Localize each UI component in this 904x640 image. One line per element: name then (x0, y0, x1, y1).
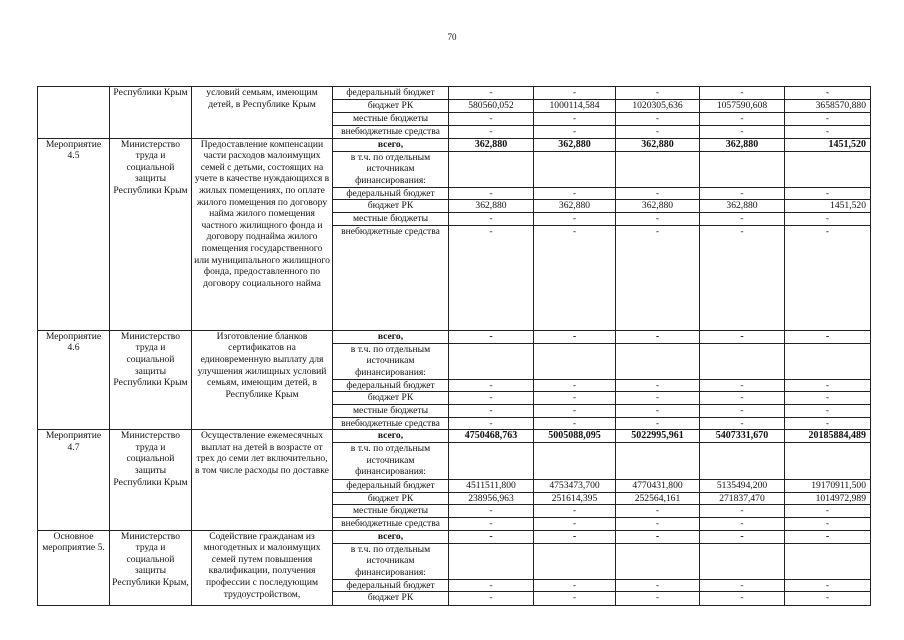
value-year: 4770431,800 (616, 480, 700, 493)
value-year: 362,880 (700, 200, 785, 213)
value-year (616, 443, 700, 480)
value-year (534, 543, 616, 579)
value-year (449, 343, 534, 379)
value-year: - (449, 517, 534, 530)
value-year: - (449, 113, 534, 126)
value-year: 4753473,700 (534, 480, 616, 493)
value-year: - (534, 225, 616, 330)
value-total: 20185884,489 (785, 430, 871, 443)
value-year: - (700, 392, 785, 405)
funding-source: бюджет РК (333, 592, 449, 606)
value-year: - (700, 330, 785, 343)
value-year (534, 443, 616, 480)
value-total: - (785, 379, 871, 392)
value-year: - (449, 417, 534, 430)
value-year (700, 543, 785, 579)
value-year: - (534, 579, 616, 592)
value-year: - (700, 125, 785, 138)
value-year: 5407331,670 (700, 430, 785, 443)
funding-source: федеральный бюджет (333, 579, 449, 592)
value-total: - (785, 113, 871, 126)
value-year: - (616, 530, 700, 543)
value-year (449, 543, 534, 579)
funding-source: бюджет РК (333, 492, 449, 505)
value-year: 4511511,800 (449, 480, 534, 493)
value-year: 362,880 (449, 200, 534, 213)
value-total: 1451,520 (785, 138, 871, 151)
value-total: - (785, 417, 871, 430)
value-year: - (449, 404, 534, 417)
value-total: - (785, 187, 871, 200)
funding-source: всего, (333, 330, 449, 343)
value-year: 5005088,095 (534, 430, 616, 443)
value-year: - (616, 125, 700, 138)
value-year: - (616, 592, 700, 606)
funding-source: внебюджетные средства (333, 517, 449, 530)
value-year: - (449, 579, 534, 592)
value-year: - (700, 592, 785, 606)
measure-id: Мероприятие 4.6 (38, 330, 110, 429)
value-year: - (534, 392, 616, 405)
table-row (38, 430, 871, 443)
value-year: - (700, 505, 785, 518)
value-year: 362,880 (616, 138, 700, 151)
value-total: - (785, 213, 871, 226)
value-year: - (449, 213, 534, 226)
value-year: - (449, 592, 534, 606)
value-year: 362,880 (534, 138, 616, 151)
funding-source: всего, (333, 138, 449, 151)
value-year: - (534, 187, 616, 200)
value-year: 271837,470 (700, 492, 785, 505)
value-year: - (616, 404, 700, 417)
value-total: - (785, 87, 871, 100)
responsible-org: Министерство труда и социальной защиты Республики Крым (110, 138, 192, 330)
measure-description: условий семьям, имеющим детей, в Республике Крым (192, 87, 333, 139)
value-total: - (785, 505, 871, 518)
value-total: 1014972,989 (785, 492, 871, 505)
value-year: - (616, 213, 700, 226)
value-year: - (700, 113, 785, 126)
measure-description: Содействие гражданам из многодетных и малоимущих семей путем повышения квалификации, получения профессии с последующим трудоустройством, (192, 530, 333, 606)
value-year: - (449, 187, 534, 200)
measure-id (38, 87, 110, 139)
value-year (534, 151, 616, 187)
value-total: 1451,520 (785, 200, 871, 213)
value-year: 5135494,200 (700, 480, 785, 493)
responsible-org: Министерство труда и социальной защиты Республики Крым (110, 330, 192, 429)
value-year: 5022995,961 (616, 430, 700, 443)
value-year (700, 151, 785, 187)
value-year: - (616, 417, 700, 430)
value-total: - (785, 517, 871, 530)
value-year: - (534, 417, 616, 430)
funding-source: местные бюджеты (333, 113, 449, 126)
value-year: - (534, 404, 616, 417)
measure-description: Изготовление бланков сертификатов на единовременную выплату для улучшения жилищных условий семьям, имеющим детей, в Республике Крым (192, 330, 333, 429)
value-year: - (449, 505, 534, 518)
value-year: 362,880 (700, 138, 785, 151)
value-year: - (534, 213, 616, 226)
value-year: 362,880 (534, 200, 616, 213)
value-year (700, 443, 785, 480)
funding-source: федеральный бюджет (333, 187, 449, 200)
value-year: - (616, 330, 700, 343)
value-year: - (449, 330, 534, 343)
funding-source: местные бюджеты (333, 404, 449, 417)
funding-source: в т.ч. по отдельным источникам финансирования: (333, 343, 449, 379)
value-year: - (616, 392, 700, 405)
value-year: - (700, 87, 785, 100)
value-year: - (700, 379, 785, 392)
value-total (785, 543, 871, 579)
value-year: - (449, 225, 534, 330)
value-year: - (700, 404, 785, 417)
value-total (785, 443, 871, 480)
value-year: 238956,963 (449, 492, 534, 505)
value-year (449, 443, 534, 480)
value-year (616, 343, 700, 379)
funding-source: федеральный бюджет (333, 379, 449, 392)
measure-id: Мероприятие 4.5 (38, 138, 110, 330)
table-row (38, 530, 871, 543)
value-total: - (785, 530, 871, 543)
responsible-org: Министерство труда и социальной защиты Республики Крым, (110, 530, 192, 606)
value-year: - (700, 225, 785, 330)
value-total (785, 343, 871, 379)
value-year: - (534, 505, 616, 518)
value-year: - (534, 379, 616, 392)
value-year: - (534, 530, 616, 543)
table-row (38, 330, 871, 343)
value-year: - (449, 379, 534, 392)
table-row (38, 87, 871, 100)
value-year (616, 543, 700, 579)
value-year: - (700, 579, 785, 592)
value-year: - (616, 517, 700, 530)
funding-source: федеральный бюджет (333, 87, 449, 100)
page-number: 70 (447, 32, 457, 42)
value-year: - (534, 125, 616, 138)
funding-source: бюджет РК (333, 392, 449, 405)
value-total: - (785, 579, 871, 592)
funding-source: бюджет РК (333, 100, 449, 113)
measure-description: Осуществление ежемесячных выплат на детей в возрасте от трех до семи лет включительно, в том числе расходы по доставке (192, 430, 333, 530)
value-year (616, 151, 700, 187)
value-year: - (534, 517, 616, 530)
measure-description: Предоставление компенсации части расходов малоимущих семей с детьми, состоящих на учете в качестве нуждающихся в жилых помещениях, по оплате жилого помещения по договору найма жилого помещения частного жилищного фонда и договору поднайма жилого помещения государственного или муниципального жилищного фонда, предоставленного по договору социального найма (192, 138, 333, 330)
value-total (785, 151, 871, 187)
funding-source: в т.ч. по отдельным источникам финансирования: (333, 543, 449, 579)
value-year: - (449, 530, 534, 543)
funding-source: бюджет РК (333, 200, 449, 213)
value-year: - (700, 517, 785, 530)
value-year: - (534, 330, 616, 343)
value-year: 580560,052 (449, 100, 534, 113)
value-year (700, 343, 785, 379)
value-year: - (616, 113, 700, 126)
value-year: - (616, 187, 700, 200)
value-total: 3658570,880 (785, 100, 871, 113)
value-total: - (785, 404, 871, 417)
value-total: 19170911,500 (785, 480, 871, 493)
table-row (38, 138, 871, 151)
value-year: - (534, 87, 616, 100)
value-year: 1020305,636 (616, 100, 700, 113)
measure-id: Основное мероприятие 5. (38, 530, 110, 606)
value-year: - (449, 125, 534, 138)
value-total: - (785, 330, 871, 343)
funding-source: внебюджетные средства (333, 417, 449, 430)
value-total: - (785, 225, 871, 330)
responsible-org: Министерство труда и социальной защиты Республики Крым (110, 430, 192, 530)
value-year: - (616, 379, 700, 392)
value-year: - (534, 113, 616, 126)
funding-source: внебюджетные средства (333, 125, 449, 138)
funding-source: местные бюджеты (333, 213, 449, 226)
value-total: - (785, 392, 871, 405)
funding-source: всего, (333, 530, 449, 543)
value-year: 252564,161 (616, 492, 700, 505)
value-year: - (616, 579, 700, 592)
value-year: 251614,395 (534, 492, 616, 505)
value-year: - (616, 225, 700, 330)
value-year: - (700, 417, 785, 430)
value-year: - (534, 592, 616, 606)
funding-table (37, 86, 871, 606)
value-year: - (700, 213, 785, 226)
value-total: - (785, 592, 871, 606)
funding-source: в т.ч. по отдельным источникам финансирования: (333, 443, 449, 480)
value-year: 1000114,584 (534, 100, 616, 113)
value-year: - (700, 187, 785, 200)
funding-source: всего, (333, 430, 449, 443)
responsible-org: Республики Крым (110, 87, 192, 139)
value-year: 362,880 (449, 138, 534, 151)
value-year: - (449, 87, 534, 100)
value-total: - (785, 125, 871, 138)
value-year: - (449, 392, 534, 405)
value-year (449, 151, 534, 187)
value-year: - (616, 87, 700, 100)
value-year: 4750468,763 (449, 430, 534, 443)
funding-source: местные бюджеты (333, 505, 449, 518)
value-year: 362,880 (616, 200, 700, 213)
funding-source: в т.ч. по отдельным источникам финансирования: (333, 151, 449, 187)
value-year: 1057590,608 (700, 100, 785, 113)
value-year: - (700, 530, 785, 543)
measure-id: Мероприятие 4.7 (38, 430, 110, 530)
funding-source: федеральный бюджет (333, 480, 449, 493)
funding-source: внебюджетные средства (333, 225, 449, 330)
value-year: - (616, 505, 700, 518)
value-year (534, 343, 616, 379)
